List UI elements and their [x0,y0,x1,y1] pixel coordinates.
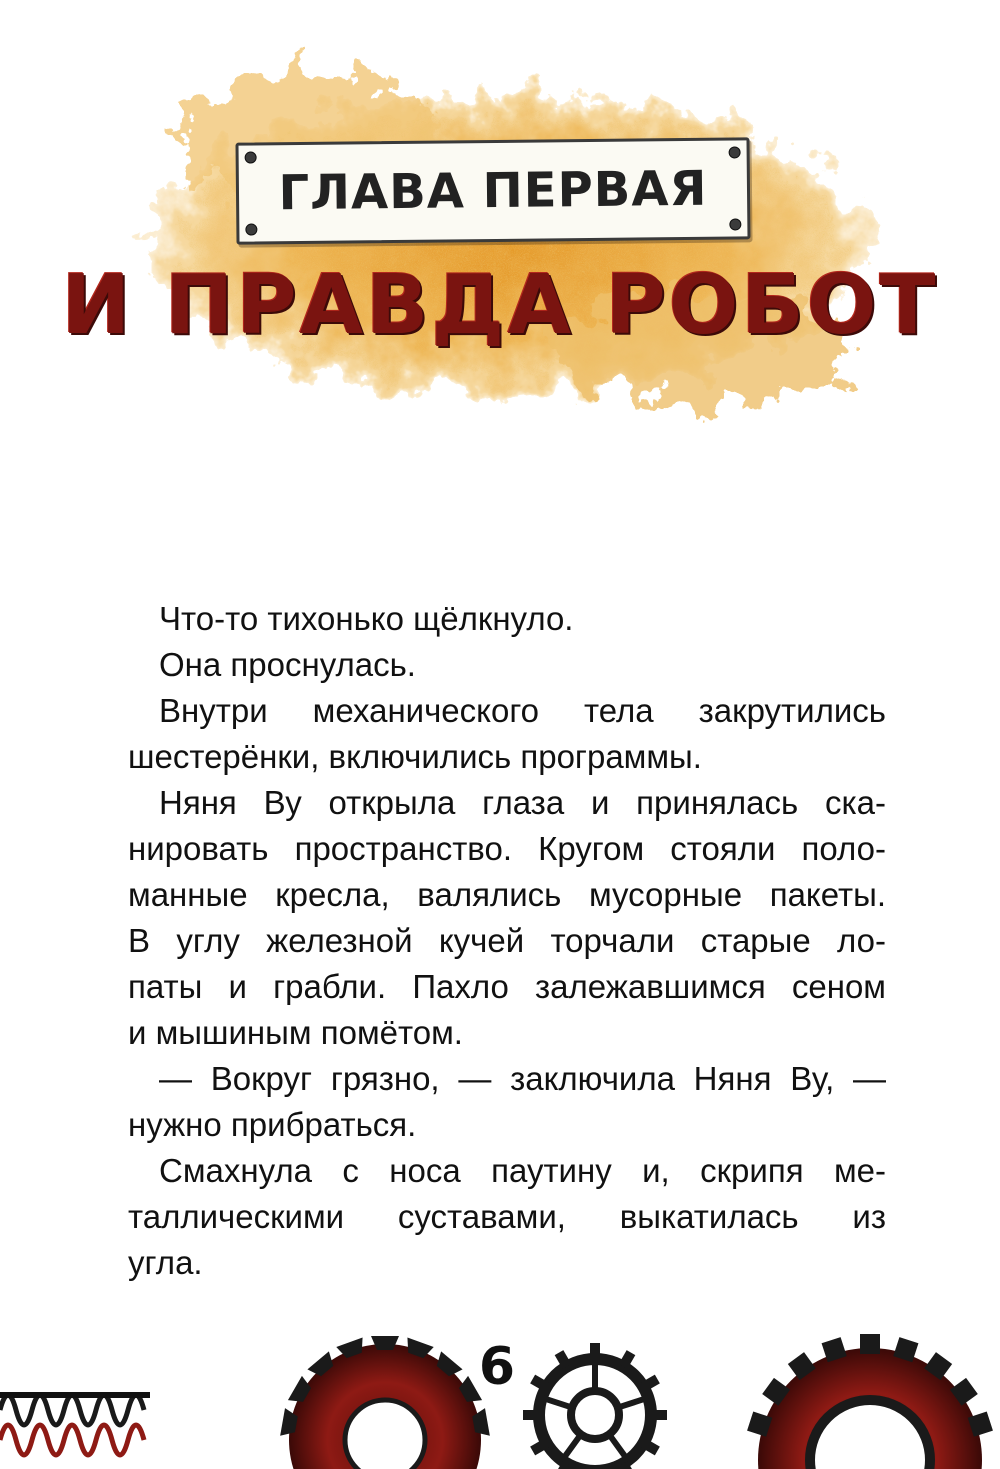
paragraph-3 [128,688,886,780]
paragraph-2 [128,642,886,688]
paragraph-1 [128,596,886,642]
text-line: В углу железной кучей торчали старые ло- [128,922,886,959]
rivet-icon [729,146,741,158]
text-line: нужно прибраться. [128,1106,417,1143]
text-line: манные кресла, валялись мусорные пакеты. [128,876,886,913]
text-line: Смахнула с носа паутину и, скрипя ме- [159,1152,886,1189]
paragraph-6 [128,1148,886,1286]
text-line: угла. [128,1244,203,1281]
rivet-icon [729,218,741,230]
text-line: нировать пространство. Кругом стояли поло- [128,830,886,867]
text-line: шестерёнки, включились программы. [128,738,702,775]
text-line: Няня Ву открыла глаза и принялась ска- [159,784,886,821]
text-line: Внутри механического тела закрутились [159,692,886,729]
gear-icon [280,1336,490,1469]
text-line: Что-то тихонько щёлкнуло. [159,600,574,637]
chapter-body-text [128,596,886,1286]
paragraph-5 [128,1056,886,1148]
text-line: — Вокруг грязно, — заключила Няня Ву, — [159,1060,886,1097]
text-line: таллическими суставами, выкатилась из [128,1198,886,1235]
paragraph-4 [128,780,886,1056]
text-line: паты и грабли. Пахло залежавшимся сеном [128,968,886,1005]
rivet-icon [245,151,257,163]
page-number: 6 [478,1337,516,1397]
chapter-plaque [235,137,750,244]
gear-icon [523,1343,667,1469]
rivet-icon [245,223,257,235]
gear-icon [747,1334,993,1469]
text-line: и мышиным помётом. [128,1014,463,1051]
spring-icon [0,1392,150,1455]
chapter-label: ГЛАВА ПЕРВАЯ [278,160,708,222]
text-line: Она проснулась. [159,646,416,683]
chapter-title: И ПРАВДА РОБОТ [61,258,939,353]
